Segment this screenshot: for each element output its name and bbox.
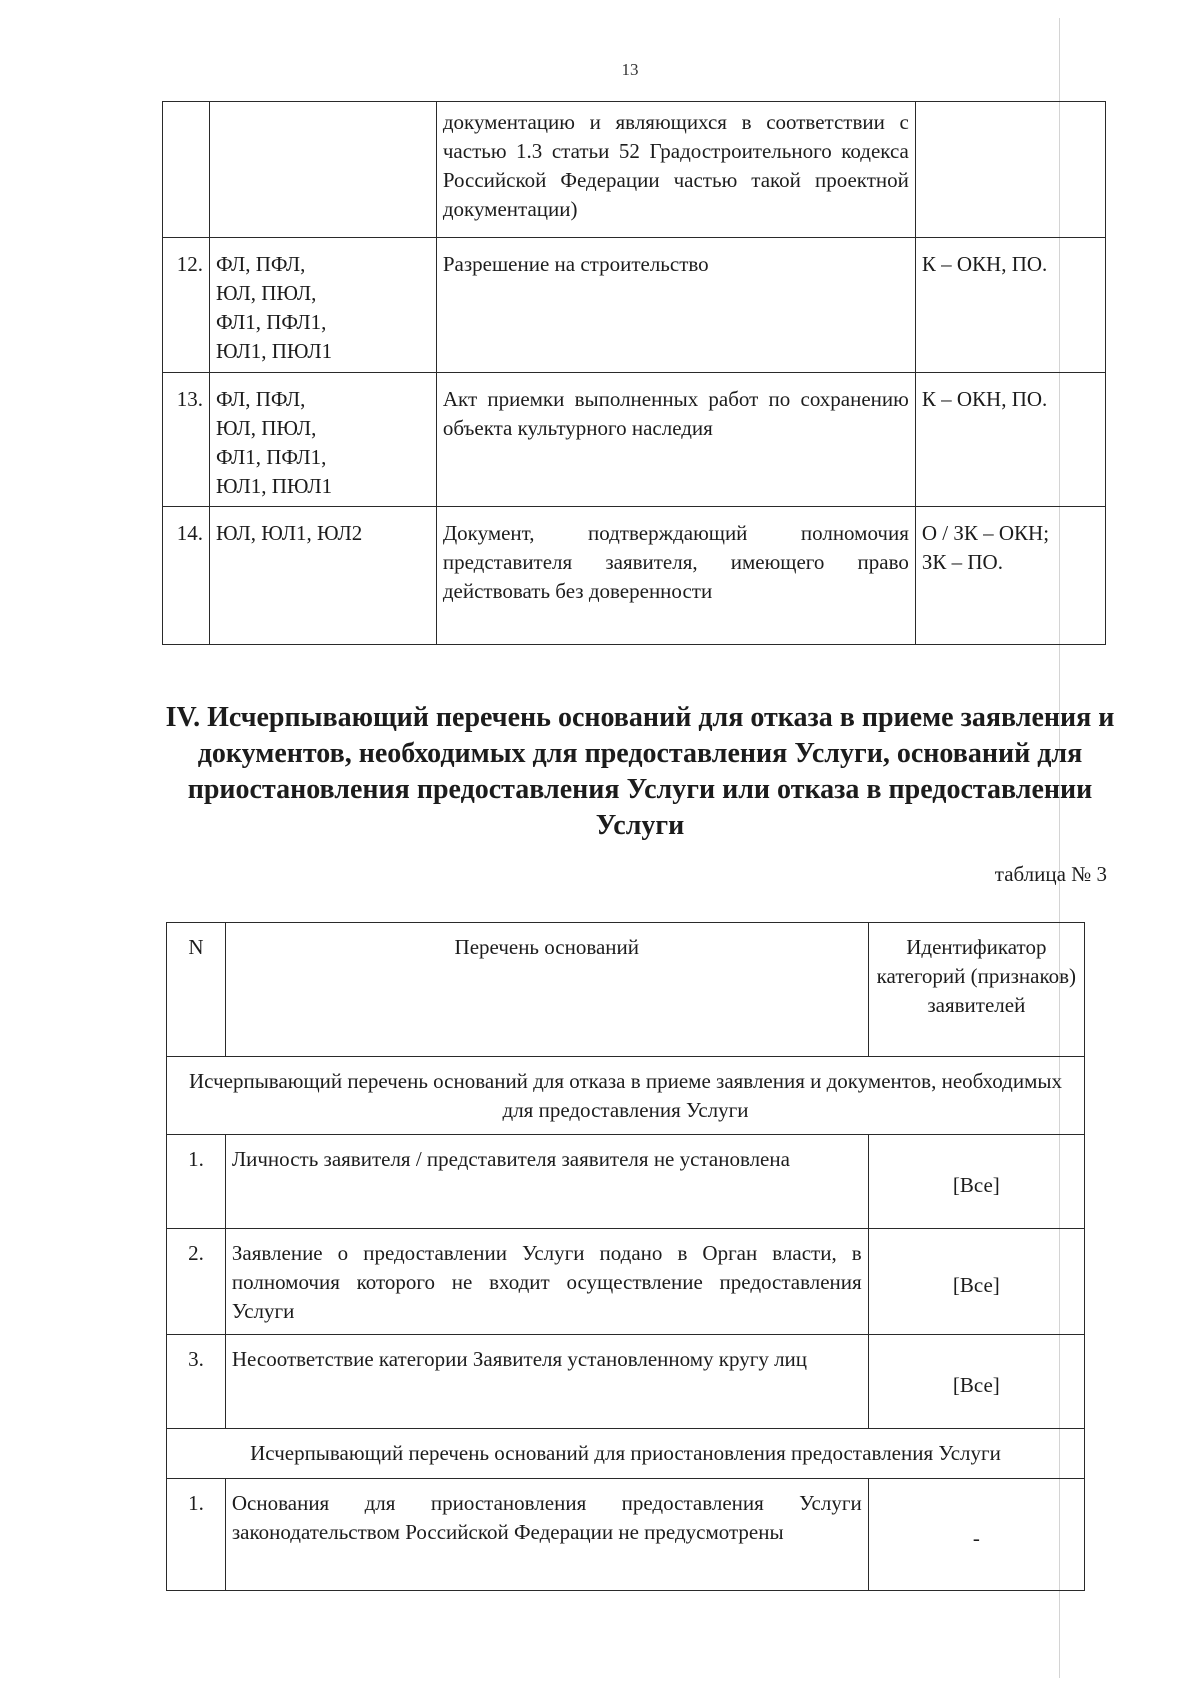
identifier-line: К – ОКН, ПО. — [921, 252, 1048, 276]
group-header-row — [167, 1429, 1085, 1479]
header-grounds: Перечень оснований — [225, 923, 868, 1057]
ground-identifier: [Все] — [868, 1135, 1084, 1229]
table-row — [167, 1479, 1085, 1591]
ground-identifier: [Все] — [868, 1229, 1084, 1335]
row-number — [163, 102, 210, 238]
group-title: Исчерпывающий перечень оснований для приостановления предоставления Услуги — [167, 1429, 1085, 1479]
row-number: 14. — [163, 507, 210, 645]
ground-text: Основания для приостановления предоставления Услуги законодательством Российской Федерации не предусмотрены — [225, 1479, 868, 1591]
table-row — [163, 102, 1106, 238]
category-line: ФЛ1, ПФЛ1, — [215, 445, 327, 469]
category-line: ЮЛ, ПЮЛ, — [215, 281, 317, 305]
group-header-row — [167, 1057, 1085, 1135]
category-line: ЮЛ, ЮЛ1, ЮЛ2 — [215, 521, 363, 545]
table-row — [167, 1135, 1085, 1229]
identifier-line: О / ЗК – ОКН; — [921, 521, 1050, 545]
ground-identifier: [Все] — [868, 1335, 1084, 1429]
header-identifier: Идентификатор категорий (признаков) заявителей — [868, 923, 1084, 1057]
table-caption: таблица № 3 — [994, 862, 1107, 886]
category-identifier — [915, 507, 1105, 645]
row-number: 13. — [163, 373, 210, 507]
table-row — [167, 1335, 1085, 1429]
category-line: ЮЛ1, ПЮЛ1 — [215, 339, 333, 363]
category-line: ЮЛ1, ПЮЛ1 — [215, 474, 333, 498]
table-row — [163, 238, 1106, 373]
ground-text: Личность заявителя / представителя заявителя не установлена — [225, 1135, 868, 1229]
page-number: 13 — [621, 60, 639, 79]
identifier-line: К – ОКН, ПО. — [921, 387, 1048, 411]
row-number: 1. — [167, 1135, 226, 1229]
ground-text: Заявление о предоставлении Услуги подано в Орган власти, в полномочия которого не входит осуществление предоставления Услуги — [225, 1229, 868, 1335]
table-row — [163, 507, 1106, 645]
document-name: Акт приемки выполненных работ по сохранению объекта культурного наследия — [436, 373, 915, 507]
table-row — [163, 373, 1106, 507]
documents-table-continued — [162, 101, 1106, 645]
row-number: 12. — [163, 238, 210, 373]
applicant-categories — [209, 507, 436, 645]
row-number: 1. — [167, 1479, 226, 1591]
document-name: документацию и являющихся в соответствии с частью 1.3 статьи 52 Градостроительного кодекса Российской Федерации частью такой проектной документации) — [436, 102, 915, 238]
category-line: ФЛ, ПФЛ, — [215, 387, 306, 411]
row-number: 3. — [167, 1335, 226, 1429]
applicant-categories — [209, 102, 436, 238]
header-number: N — [167, 923, 226, 1057]
category-line: ФЛ1, ПФЛ1, — [215, 310, 327, 334]
category-line: ЮЛ, ПЮЛ, — [215, 416, 317, 440]
category-identifier — [915, 373, 1105, 507]
identifier-line: ЗК – ПО. — [921, 550, 1003, 574]
document-name: Документ, подтверждающий полномочия представителя заявителя, имеющего право действовать без доверенности — [436, 507, 915, 645]
document-name: Разрешение на строительство — [436, 238, 915, 373]
ground-identifier: - — [868, 1479, 1084, 1591]
group-title: Исчерпывающий перечень оснований для отказа в приеме заявления и документов, необходимых для предоставления Услуги — [167, 1057, 1085, 1135]
applicant-categories — [209, 373, 436, 507]
table-row — [167, 1229, 1085, 1335]
category-identifier — [915, 102, 1105, 238]
applicant-categories — [209, 238, 436, 373]
category-identifier — [915, 238, 1105, 373]
section-heading: IV. Исчерпывающий перечень оснований для отказа в приеме заявления и документов, необходимых для предоставления Услуги, оснований для приостановления предоставления Услуги или отказа в предоставлении Услуги — [165, 702, 1115, 841]
row-number: 2. — [167, 1229, 226, 1335]
category-line: ФЛ, ПФЛ, — [215, 252, 306, 276]
table-header-row — [167, 923, 1085, 1057]
ground-text: Несоответствие категории Заявителя установленному кругу лиц — [225, 1335, 868, 1429]
refusal-grounds-table — [166, 922, 1085, 1591]
